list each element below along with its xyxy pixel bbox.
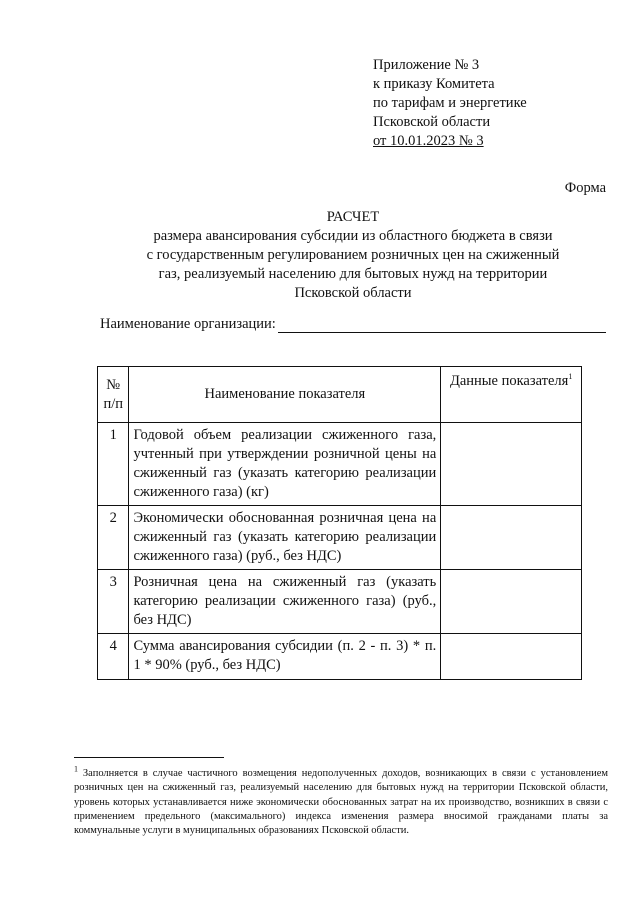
appendix-committee: по тарифам и энергетике [373, 95, 527, 111]
row-indicator-text: Годовой объем реализации сжиженного газа, учтенный при утверждении розничной цены на сжиженный газ (указать категорию реализации сжиженного газа) (кг) [129, 423, 441, 506]
table-header-row [98, 367, 582, 423]
row-number: 1 [98, 423, 129, 506]
header-value-text: Данные показателя [449, 373, 569, 389]
row-value-cell[interactable] [441, 423, 582, 506]
header-indicator-name: Наименование показателя [129, 367, 441, 423]
form-label: Форма [564, 180, 606, 196]
footnote-text: Заполняется в случае частичного возмещения недополученных доходов, возникающих в связи с установлением розничных цен на сжиженный газ, реализуемый населению для бытовых нужд на территории Псковской области, уровень которых устанавливается ниже экономически обоснованных затрат на их производство, возникших в связи с применением предельного (максимального) индекса изменения размера вносимой гражданами платы за коммунальные услуги в муниципальных образованиях Псковской области. [74, 768, 608, 837]
footnote-separator [74, 757, 224, 758]
appendix-date: от 10.01.2023 № 3 [373, 133, 484, 149]
header-number-pp: п/п [103, 395, 123, 412]
row-value-cell[interactable] [441, 506, 582, 570]
document-title [100, 208, 606, 303]
title-line: с государственным регулированием розничных цен на сжиженный [146, 247, 560, 263]
organization-blank-line [278, 318, 606, 333]
header-indicator-value [441, 367, 582, 423]
row-number: 4 [98, 634, 129, 680]
row-indicator-text: Сумма авансирования субсидии (п. 2 - п. 3) * п. 1 * 90% (руб., без НДС) [129, 634, 441, 680]
organization-field [100, 316, 606, 333]
title-heading: РАСЧЕТ [326, 209, 380, 225]
row-indicator-text: Экономически обоснованная розничная цена на сжиженный газ (указать категорию реализации сжиженного газа) (руб., без НДС) [129, 506, 441, 570]
footnote [74, 764, 608, 838]
title-line: размера авансирования субсидии из областного бюджета в связи [153, 228, 553, 244]
header-number [98, 367, 129, 423]
table-row [98, 423, 582, 506]
appendix-order-ref: к приказу Комитета [373, 76, 495, 92]
table-row [98, 506, 582, 570]
table-row [98, 570, 582, 634]
row-number: 3 [98, 570, 129, 634]
row-value-cell[interactable] [441, 570, 582, 634]
title-line: Псковской области [294, 285, 412, 301]
footnote-marker: 1 [74, 764, 78, 774]
appendix-number: Приложение № 3 [373, 57, 480, 73]
appendix-header [373, 56, 613, 151]
title-line: газ, реализуемый населению для бытовых нужд на территории [158, 266, 548, 282]
row-value-cell[interactable] [441, 634, 582, 680]
footnote-ref: 1 [568, 372, 573, 382]
header-number-sign: № [106, 376, 121, 393]
indicator-table [97, 366, 582, 680]
appendix-region: Псковской области [373, 114, 491, 130]
organization-label: Наименование организации: [100, 316, 276, 332]
table-row [98, 634, 582, 680]
row-indicator-text: Розничная цена на сжиженный газ (указать категорию реализации сжиженного газа) (руб., без НДС) [129, 570, 441, 634]
row-number: 2 [98, 506, 129, 570]
